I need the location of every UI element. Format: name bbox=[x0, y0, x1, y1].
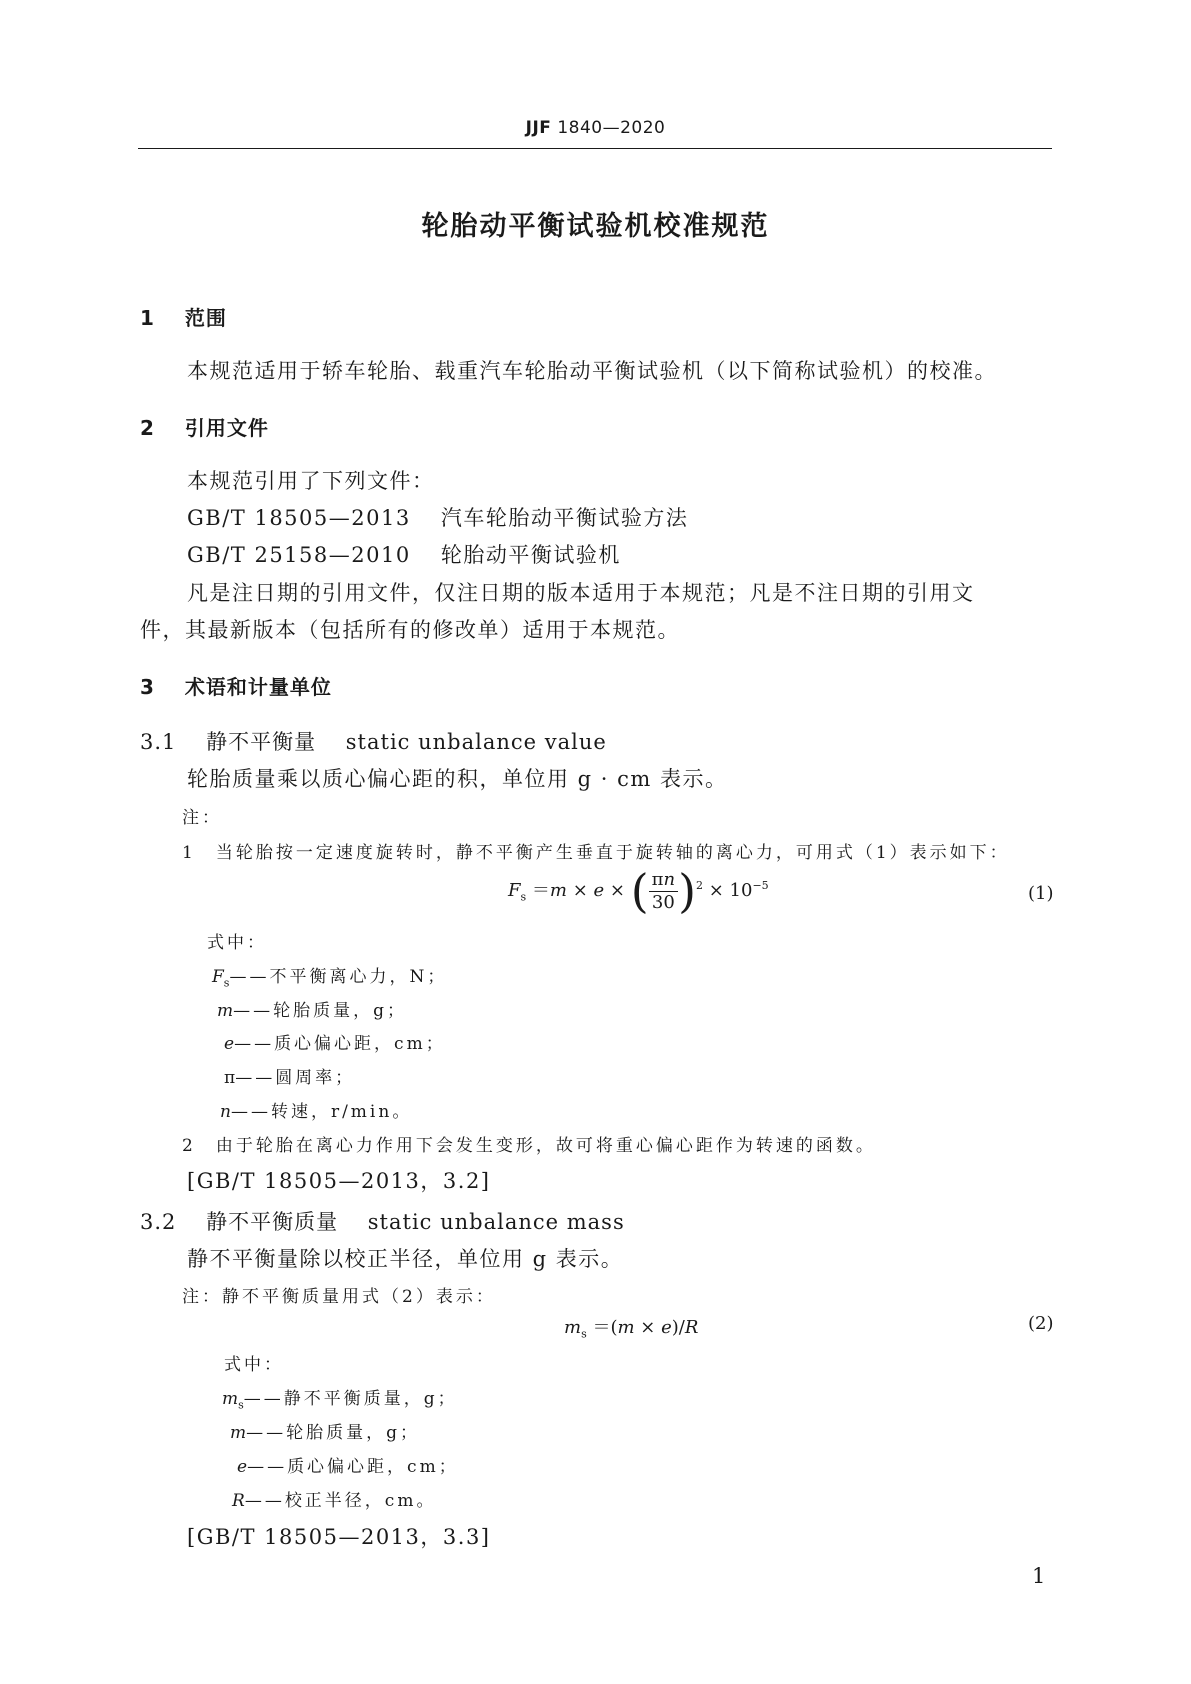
variable-symbol: n bbox=[220, 1102, 231, 1122]
variable-symbol: m bbox=[230, 1423, 247, 1443]
term-english: static unbalance mass bbox=[367, 1210, 625, 1234]
section-2-title: 引用文件 bbox=[184, 416, 269, 440]
where-label: 式中： bbox=[224, 1355, 284, 1375]
variable-description: ——不平衡离心力，N； bbox=[229, 967, 448, 987]
variable-definition bbox=[224, 1063, 355, 1088]
variable-description: ——圆周率； bbox=[235, 1068, 356, 1088]
section-1-text: 本规范适用于轿车轮胎、载重汽车轮胎动平衡试验机（以下简称试验机）的校准。 bbox=[187, 359, 997, 383]
variable-description: ——质心偏心距，cm； bbox=[247, 1457, 459, 1477]
variable-definition bbox=[220, 1097, 412, 1122]
term-3-2-source: [GB/T 18505—2013，3.3] bbox=[187, 1525, 491, 1549]
variable-definition bbox=[217, 996, 407, 1021]
term-3-1-definition: 轮胎质量乘以质心偏心距的积，单位用 g · cm 表示。 bbox=[187, 767, 728, 791]
variable-description: ——轮胎质量，g； bbox=[246, 1423, 421, 1443]
running-header bbox=[0, 118, 1191, 138]
term-3-2-note: 注：静不平衡质量用式（2）表示： bbox=[182, 1287, 496, 1307]
variable-subscript: s bbox=[223, 976, 230, 990]
reference-code: GB/T 25158—2010 bbox=[187, 543, 411, 567]
equation-1: $F_s =m \times e$ × ( $\frac{\pi n}{30}$ )$^2 \times 10^{-5}$ bbox=[508, 864, 769, 918]
note-label: 注： bbox=[182, 808, 222, 828]
variable-definition bbox=[222, 1384, 458, 1411]
variable-symbol: e bbox=[224, 1034, 235, 1054]
variable-definition bbox=[224, 1029, 446, 1054]
variable-symbol: R bbox=[232, 1491, 245, 1511]
term-chinese: 静不平衡量 bbox=[206, 730, 317, 754]
variable-definition bbox=[237, 1452, 459, 1477]
section-2-note-line-1: 凡是注日期的引用文件，仅注日期的版本适用于本规范；凡是不注日期的引用文 bbox=[187, 581, 975, 605]
section-3-title: 术语和计量单位 bbox=[184, 675, 332, 699]
variable-description: ——轮胎质量，g； bbox=[233, 1001, 408, 1021]
variable-symbol: m bbox=[217, 1001, 234, 1021]
variable-symbol: m bbox=[222, 1389, 239, 1409]
variable-subscript: s bbox=[238, 1398, 244, 1412]
variable-definition bbox=[212, 962, 447, 989]
variable-definition bbox=[230, 1418, 420, 1443]
note-1-text: 1 当轮胎按一定速度旋转时，静不平衡产生垂直于旋转轴的离心力，可用式（1）表示如下： bbox=[182, 843, 1010, 863]
reference-item bbox=[187, 502, 688, 532]
variable-description: ——静不平衡质量，g； bbox=[243, 1389, 458, 1409]
equation-2-number: (2) bbox=[1028, 1313, 1054, 1334]
reference-code: GB/T 18505—2013 bbox=[187, 506, 411, 530]
page-title: 轮胎动平衡试验机校准规范 bbox=[421, 211, 770, 242]
term-number: 3.2 bbox=[140, 1210, 177, 1234]
term-3-1-source: [GB/T 18505—2013，3.2] bbox=[187, 1169, 491, 1193]
section-3-number: 3 bbox=[140, 675, 155, 699]
section-2-number: 2 bbox=[140, 416, 155, 440]
variable-description: ——校正半径，cm。 bbox=[244, 1491, 437, 1511]
section-2-intro: 本规范引用了下列文件： bbox=[187, 469, 435, 493]
section-2-heading bbox=[140, 412, 269, 441]
variable-description: ——转速，r/min。 bbox=[230, 1102, 413, 1122]
reference-name: 汽车轮胎动平衡试验方法 bbox=[440, 506, 689, 530]
reference-name: 轮胎动平衡试验机 bbox=[440, 543, 621, 567]
variable-symbol: π bbox=[224, 1068, 236, 1088]
header-code-number: 1840—2020 bbox=[557, 118, 666, 138]
header-code-prefix: JJF bbox=[525, 118, 552, 138]
equation-1-number: (1) bbox=[1028, 883, 1054, 904]
page-number: 1 bbox=[1032, 1564, 1047, 1588]
variable-description: ——质心偏心距，cm； bbox=[234, 1034, 446, 1054]
variable-definition bbox=[232, 1486, 436, 1511]
where-label: 式中： bbox=[207, 933, 267, 953]
term-chinese: 静不平衡质量 bbox=[206, 1210, 339, 1234]
section-1-number: 1 bbox=[140, 306, 155, 330]
section-1-heading bbox=[140, 302, 227, 331]
note-2-text: 2 由于轮胎在离心力作用下会发生变形，故可将重心偏心距作为转速的函数。 bbox=[182, 1136, 876, 1156]
reference-item bbox=[187, 539, 621, 569]
header-rule bbox=[138, 148, 1052, 149]
equation-2: $m_s =(m \times e)/R$ bbox=[564, 1317, 699, 1341]
term-english: static unbalance value bbox=[345, 730, 607, 754]
term-number: 3.1 bbox=[140, 730, 177, 754]
term-3-2-heading bbox=[140, 1206, 625, 1236]
section-3-heading bbox=[140, 671, 332, 700]
term-3-1-heading bbox=[140, 726, 607, 756]
variable-symbol: e bbox=[237, 1457, 248, 1477]
variable-symbol: F bbox=[212, 967, 224, 987]
section-1-title: 范围 bbox=[184, 306, 227, 330]
section-2-note-line-2: 件，其最新版本（包括所有的修改单）适用于本规范。 bbox=[140, 618, 680, 642]
term-3-2-definition: 静不平衡量除以校正半径，单位用 g 表示。 bbox=[187, 1247, 624, 1271]
